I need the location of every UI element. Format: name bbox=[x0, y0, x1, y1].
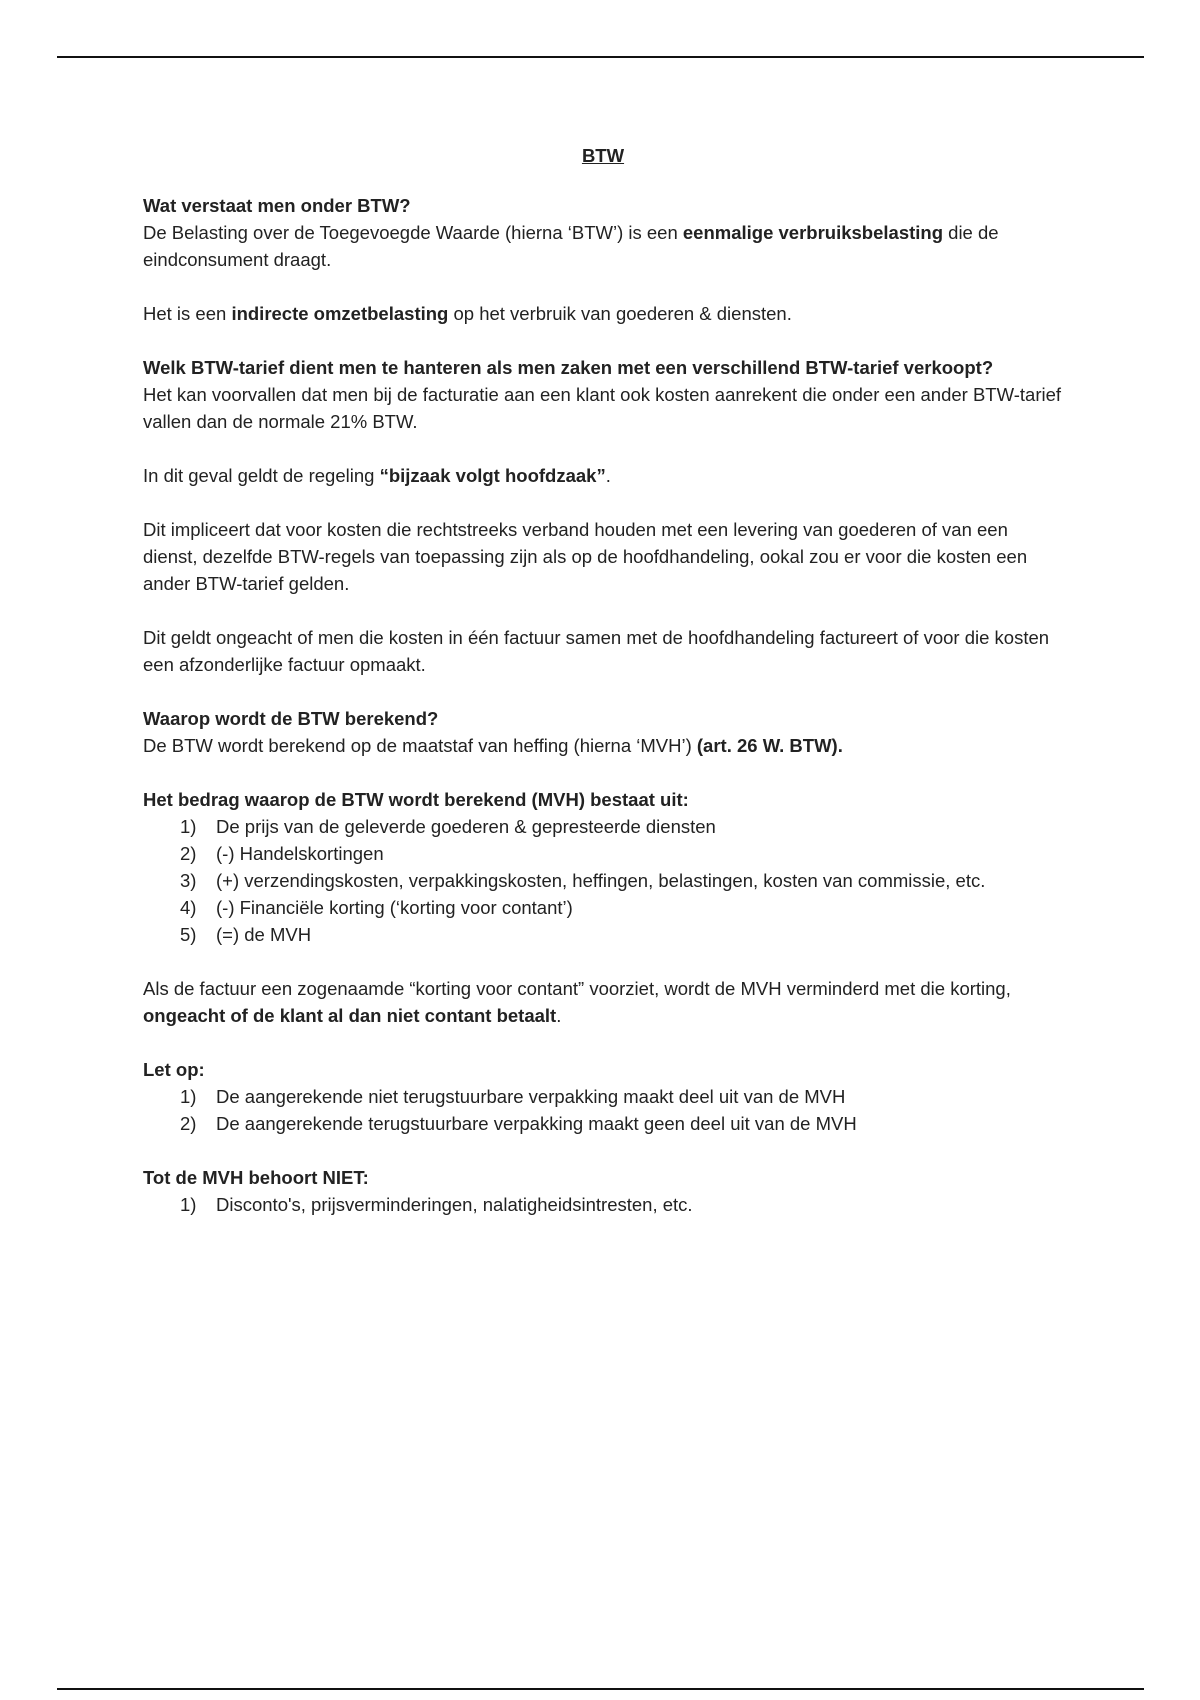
list-item: 2) De aangerekende terugstuurbare verpakking maakt geen deel uit van de MVH bbox=[180, 1113, 857, 1134]
heading-not-in-mvh: Tot de MVH behoort NIET: bbox=[143, 1167, 369, 1188]
heading-let-op: Let op: bbox=[143, 1059, 205, 1080]
exclusions-list bbox=[143, 1191, 1063, 1218]
paragraph-invoice: Dit geldt ongeacht of men die kosten in één factuur samen met de hoofdhandeling factureert of voor die kosten een afzonderlijke factuur opmaakt. bbox=[143, 627, 1050, 675]
question-what-is-btw: Wat verstaat men onder BTW? bbox=[143, 195, 411, 216]
paragraph-cash-discount: Als de factuur een zogenaamde “korting voor contant” voorziet, wordt de MVH verminderd met die korting, ongeacht of de klant al dan niet contant betaalt. bbox=[143, 978, 1011, 1026]
document-body bbox=[143, 142, 1063, 1218]
paragraph-implication: Dit impliceert dat voor kosten die rechtstreeks verband houden met een levering van goederen of van een dienst, dezelfde BTW-regels van toepassing zijn als op de hoofdhandeling, ookal zou er voor die kosten een ander BTW-tarief gelden. bbox=[143, 519, 1028, 594]
paragraph-definition: De Belasting over de Toegevoegde Waarde (hierna ‘BTW’) is een eenmalige verbruiksbelasting die de eindconsument draagt. bbox=[143, 222, 999, 270]
list-item: 2) (-) Handelskortingen bbox=[180, 843, 384, 864]
paragraph-indirect-tax: Het is een indirecte omzetbelasting op het verbruik van goederen & diensten. bbox=[143, 303, 792, 324]
list-item: 4) (-) Financiële korting (‘korting voor contant’) bbox=[180, 897, 573, 918]
question-calculation-base: Waarop wordt de BTW berekend? bbox=[143, 708, 439, 729]
list-item: 3) (+) verzendingskosten, verpakkingskosten, heffingen, belastingen, kosten van commissie, etc. bbox=[180, 870, 986, 891]
footer-rule bbox=[57, 1688, 1144, 1690]
question-which-rate: Welk BTW-tarief dient men te hanteren als men zaken met een verschillend BTW-tarief verkoopt? bbox=[143, 357, 994, 378]
packaging-list bbox=[143, 1083, 1063, 1137]
list-item: 1) Disconto's, prijsverminderingen, nalatigheidsintresten, etc. bbox=[180, 1194, 693, 1215]
paragraph-mvh: De BTW wordt berekend op de maatstaf van heffing (hierna ‘MVH’) (art. 26 W. BTW). bbox=[143, 735, 843, 756]
paragraph-rule: In dit geval geldt de regeling “bijzaak volgt hoofdzaak”. bbox=[143, 465, 611, 486]
header-rule bbox=[57, 56, 1144, 58]
mvh-composition-list bbox=[143, 813, 1063, 948]
list-item: 1) De aangerekende niet terugstuurbare verpakking maakt deel uit van de MVH bbox=[180, 1086, 846, 1107]
list-item: 5) (=) de MVH bbox=[180, 924, 312, 945]
list-item: 1) De prijs van de geleverde goederen & gepresteerde diensten bbox=[180, 816, 716, 837]
question-mvh-composition: Het bedrag waarop de BTW wordt berekend (MVH) bestaat uit: bbox=[143, 789, 689, 810]
paragraph-different-rates: Het kan voorvallen dat men bij de facturatie aan een klant ook kosten aanrekent die onder een ander BTW-tarief vallen dan de normale 21% BTW. bbox=[143, 384, 1062, 432]
page-title: BTW bbox=[581, 145, 625, 166]
